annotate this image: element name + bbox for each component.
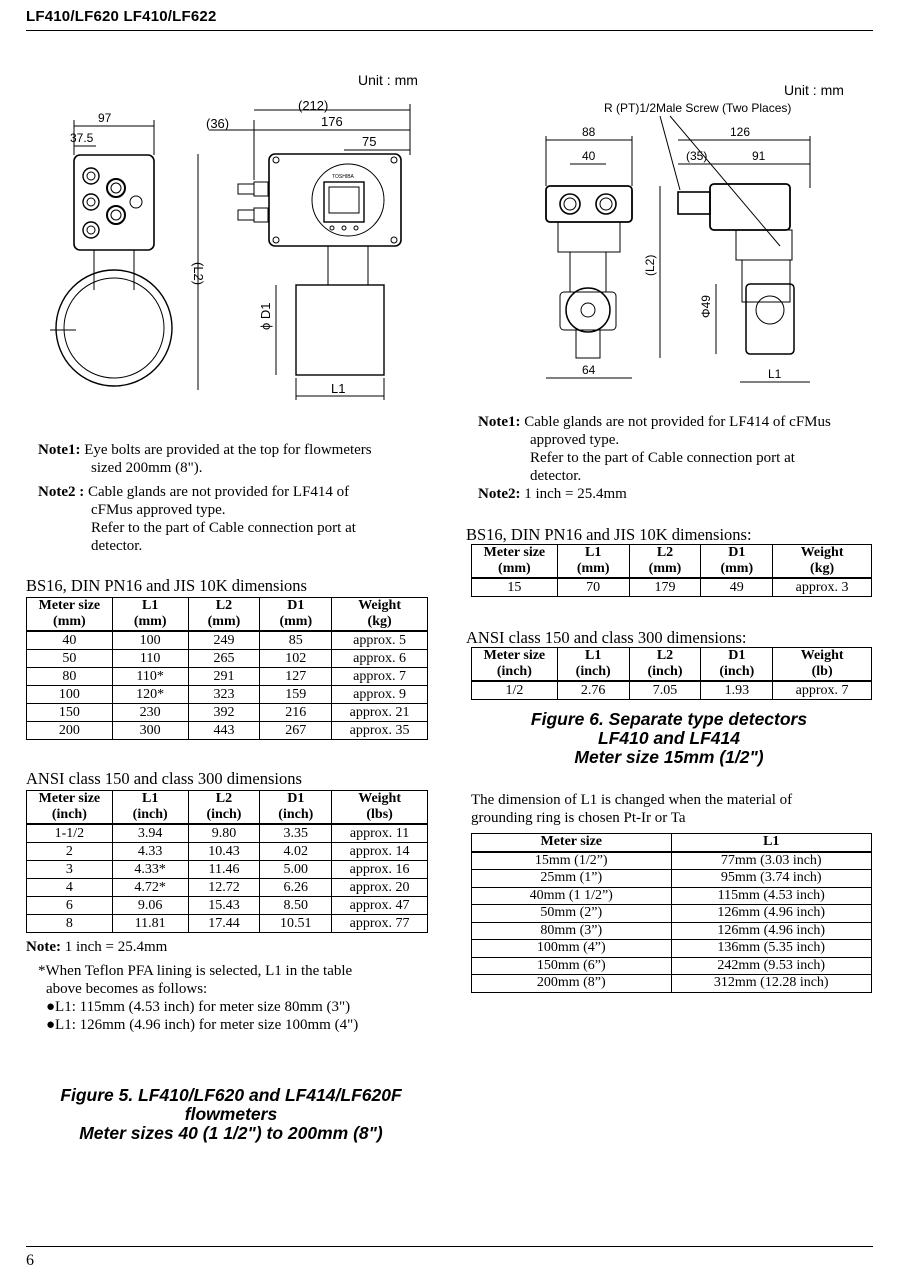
table-cell: 100	[112, 631, 188, 650]
screw-label: R (PT)1/2Male Screw (Two Places)	[604, 101, 792, 115]
table-cell: approx. 7	[773, 681, 872, 700]
dim-36: (36)	[206, 116, 230, 131]
table-row	[27, 668, 428, 686]
left-unit-label: Unit : mm	[358, 72, 418, 88]
table-cell: 49	[701, 578, 773, 597]
table-cell: 3.35	[260, 824, 332, 843]
table-header-row	[472, 545, 872, 579]
table-cell: approx. 47	[332, 897, 428, 915]
column-header: L2 (inch)	[188, 791, 260, 825]
table-cell: 11.81	[112, 915, 188, 933]
table-cell: 15	[472, 578, 558, 597]
dim-64: 64	[582, 363, 596, 377]
right-note-1: Note1: Cable glands are not provided for LF414 of cFMus approved type. Refer to the part of Cable connection port at detector. Note2: 1 inch = 25.4mm	[478, 414, 831, 502]
left-dimension-drawing	[26, 60, 436, 410]
table-cell: 85	[260, 631, 332, 650]
column-header: L1	[671, 834, 872, 852]
table-cell: approx. 5	[332, 631, 428, 650]
table-cell: 150mm (6”)	[472, 957, 672, 975]
table-row	[472, 887, 872, 905]
ansi-table-right-title: ANSI class 150 and class 300 dimensions:	[466, 628, 747, 647]
table-cell: 95mm (3.74 inch)	[671, 870, 872, 888]
column-header: L2 (mm)	[188, 598, 260, 632]
table-cell: 443	[188, 722, 260, 740]
table-cell: 115mm (4.53 inch)	[671, 887, 872, 905]
page-header-title: LF410/LF620 LF410/LF622	[26, 8, 217, 25]
table-cell: 102	[260, 650, 332, 668]
figure-5-caption: Figure 5. LF410/LF620 and LF414/LF620F flowmeters Meter sizes 40 (1 1/2") to 200mm (8")	[60, 1085, 402, 1143]
table-cell: 159	[260, 686, 332, 704]
table-row	[27, 686, 428, 704]
left-inch-note: Note: 1 inch = 25.4mm	[26, 939, 168, 955]
table-cell: 8.50	[260, 897, 332, 915]
table-cell: 136mm (5.35 inch)	[671, 940, 872, 958]
table-header-row	[472, 834, 872, 852]
right-unit-label: Unit : mm	[784, 82, 844, 98]
figure-6-caption: Figure 6. Separate type detectors LF410 and LF414 Meter size 15mm (1/2")	[530, 709, 808, 767]
column-header: D1 (inch)	[260, 791, 332, 825]
table-cell: 2	[27, 843, 113, 861]
table-cell: 265	[188, 650, 260, 668]
ansi-table-right	[471, 647, 872, 700]
table-cell: 8	[27, 915, 113, 933]
table-cell: approx. 6	[332, 650, 428, 668]
column-header: D1 (mm)	[701, 545, 773, 579]
ansi-table-left	[26, 790, 428, 933]
dim-l2-right: (L2)	[643, 254, 657, 276]
table-cell: 1-1/2	[27, 824, 113, 843]
dim-91: 91	[752, 149, 766, 163]
table-cell: 200	[27, 722, 113, 740]
table-cell: approx. 7	[332, 668, 428, 686]
table-cell: 126mm (4.96 inch)	[671, 922, 872, 940]
table-cell: 242mm (9.53 inch)	[671, 957, 872, 975]
table-cell: 6.26	[260, 879, 332, 897]
table-cell: 110	[112, 650, 188, 668]
table-cell: 40	[27, 631, 113, 650]
table-cell: 2.76	[557, 681, 629, 700]
table-row	[27, 631, 428, 650]
table-row	[472, 940, 872, 958]
table-cell: 80	[27, 668, 113, 686]
dim-88: 88	[582, 125, 596, 139]
teflon-note: *When Teflon PFA lining is selected, L1 in the table above becomes as follows: ●L1: 115mm (4.53 inch) for meter size 80mm (3") ●L1: 126mm (4.96 inch) for meter size 100mm (4")	[38, 963, 359, 1033]
column-header: D1 (inch)	[701, 648, 773, 682]
table-row	[27, 704, 428, 722]
table-cell: 200mm (8”)	[472, 975, 672, 993]
table-cell: 7.05	[629, 681, 701, 700]
dim-176: 176	[321, 114, 343, 129]
table-cell: 150	[27, 704, 113, 722]
dim-l2: (L2)	[191, 262, 206, 286]
table-row	[27, 861, 428, 879]
table-row	[472, 578, 872, 597]
column-header: D1 (mm)	[260, 598, 332, 632]
table-header-row	[472, 648, 872, 682]
table-row	[472, 905, 872, 923]
table-cell: approx. 35	[332, 722, 428, 740]
dim-phi-49: Φ49	[699, 295, 713, 318]
table-cell: 9.80	[188, 824, 260, 843]
table-cell: 12.72	[188, 879, 260, 897]
table-cell: 216	[260, 704, 332, 722]
dim-l1: L1	[331, 381, 346, 396]
dim-97: 97	[98, 111, 112, 125]
column-header: L1 (inch)	[112, 791, 188, 825]
table-cell: 179	[629, 578, 701, 597]
dim-75: 75	[362, 134, 377, 149]
grounding-ring-table	[471, 833, 872, 993]
right-dimension-drawing	[520, 78, 865, 388]
column-header: Meter size	[472, 834, 672, 852]
table-cell: 126mm (4.96 inch)	[671, 905, 872, 923]
table-cell: 9.06	[112, 897, 188, 915]
table-row	[27, 879, 428, 897]
column-header: L2 (mm)	[629, 545, 701, 579]
table-cell: 4.33	[112, 843, 188, 861]
table-cell: 25mm (1”)	[472, 870, 672, 888]
table-cell: 323	[188, 686, 260, 704]
table-cell: 312mm (12.28 inch)	[671, 975, 872, 993]
footer-rule	[26, 1246, 873, 1247]
table-row	[27, 824, 428, 843]
table-row	[27, 897, 428, 915]
table-cell: 17.44	[188, 915, 260, 933]
table-cell: 230	[112, 704, 188, 722]
table-cell: approx. 21	[332, 704, 428, 722]
column-header: Meter size (inch)	[27, 791, 113, 825]
bs-table-left	[26, 597, 428, 740]
table-cell: 249	[188, 631, 260, 650]
table-cell: 1/2	[472, 681, 558, 700]
table-row	[472, 870, 872, 888]
bs-table-right-title: BS16, DIN PN16 and JIS 10K dimensions:	[466, 525, 752, 544]
table-cell: 15.43	[188, 897, 260, 915]
table-cell: 11.46	[188, 861, 260, 879]
table-row	[27, 722, 428, 740]
table-cell: 6	[27, 897, 113, 915]
table-cell: 15mm (1/2”)	[472, 852, 672, 870]
dim-40: 40	[582, 149, 596, 163]
table-cell: 120*	[112, 686, 188, 704]
table-cell: 3	[27, 861, 113, 879]
brand-mark: TOSHIBA	[332, 174, 354, 180]
dim-126: 126	[730, 125, 751, 139]
table-header-row	[27, 598, 428, 632]
left-note-1: Note1: Eye bolts are provided at the top for flowmeters sized 200mm (8").	[38, 442, 372, 476]
column-header: Weight (kg)	[773, 545, 872, 579]
table-cell: approx. 11	[332, 824, 428, 843]
dim-37-5: 37.5	[70, 131, 94, 145]
column-header: Weight (kg)	[332, 598, 428, 632]
table-cell: 80mm (3”)	[472, 922, 672, 940]
dim-phi-d1: ϕ D1	[258, 302, 273, 330]
table-row	[27, 843, 428, 861]
table-cell: approx. 16	[332, 861, 428, 879]
table-cell: 300	[112, 722, 188, 740]
table-cell: approx. 77	[332, 915, 428, 933]
table-cell: 4	[27, 879, 113, 897]
table-cell: 10.43	[188, 843, 260, 861]
table-cell: 110*	[112, 668, 188, 686]
column-header: L1 (mm)	[557, 545, 629, 579]
column-header: L2 (inch)	[629, 648, 701, 682]
dim-l1-right: L1	[768, 367, 782, 381]
table-cell: approx. 14	[332, 843, 428, 861]
table-cell: 392	[188, 704, 260, 722]
left-note-2: Note2 : Cable glands are not provided for LF414 of cFMus approved type. Refer to the part of Cable connection port at detector.	[38, 484, 356, 554]
bs-table-left-title: BS16, DIN PN16 and JIS 10K dimensions	[26, 576, 307, 595]
page-number: 6	[26, 1252, 34, 1269]
table-cell: 77mm (3.03 inch)	[671, 852, 872, 870]
table-row	[472, 852, 872, 870]
table-cell: approx. 9	[332, 686, 428, 704]
table-row	[27, 650, 428, 668]
table-row	[472, 681, 872, 700]
column-header: Weight (lbs)	[332, 791, 428, 825]
table-cell: 4.72*	[112, 879, 188, 897]
column-header: L1 (mm)	[112, 598, 188, 632]
table-cell: 267	[260, 722, 332, 740]
table-cell: 127	[260, 668, 332, 686]
table-row	[472, 957, 872, 975]
table-cell: 50	[27, 650, 113, 668]
dim-212: (212)	[298, 98, 329, 113]
column-header: L1 (inch)	[557, 648, 629, 682]
dim-35: (35)	[686, 149, 708, 163]
table-cell: 4.33*	[112, 861, 188, 879]
table-cell: 1.93	[701, 681, 773, 700]
table-cell: 70	[557, 578, 629, 597]
table-header-row	[27, 791, 428, 825]
table-cell: 50mm (2”)	[472, 905, 672, 923]
table-cell: approx. 20	[332, 879, 428, 897]
table-cell: 10.51	[260, 915, 332, 933]
table-cell: approx. 3	[773, 578, 872, 597]
table-row	[472, 975, 872, 993]
table-row	[27, 915, 428, 933]
table-row	[472, 922, 872, 940]
column-header: Meter size (mm)	[472, 545, 558, 579]
grounding-ring-intro: The dimension of L1 is changed when the material of grounding ring is chosen Pt-Ir or Ta	[471, 792, 793, 826]
table-cell: 4.02	[260, 843, 332, 861]
bs-table-right	[471, 544, 872, 597]
column-header: Meter size (inch)	[472, 648, 558, 682]
table-cell: 5.00	[260, 861, 332, 879]
table-cell: 100	[27, 686, 113, 704]
table-cell: 3.94	[112, 824, 188, 843]
table-cell: 291	[188, 668, 260, 686]
table-cell: 100mm (4”)	[472, 940, 672, 958]
table-cell: 40mm (1 1/2”)	[472, 887, 672, 905]
header-rule	[26, 30, 873, 31]
column-header: Weight (lb)	[773, 648, 872, 682]
column-header: Meter size (mm)	[27, 598, 113, 632]
ansi-table-left-title: ANSI class 150 and class 300 dimensions	[26, 769, 302, 788]
